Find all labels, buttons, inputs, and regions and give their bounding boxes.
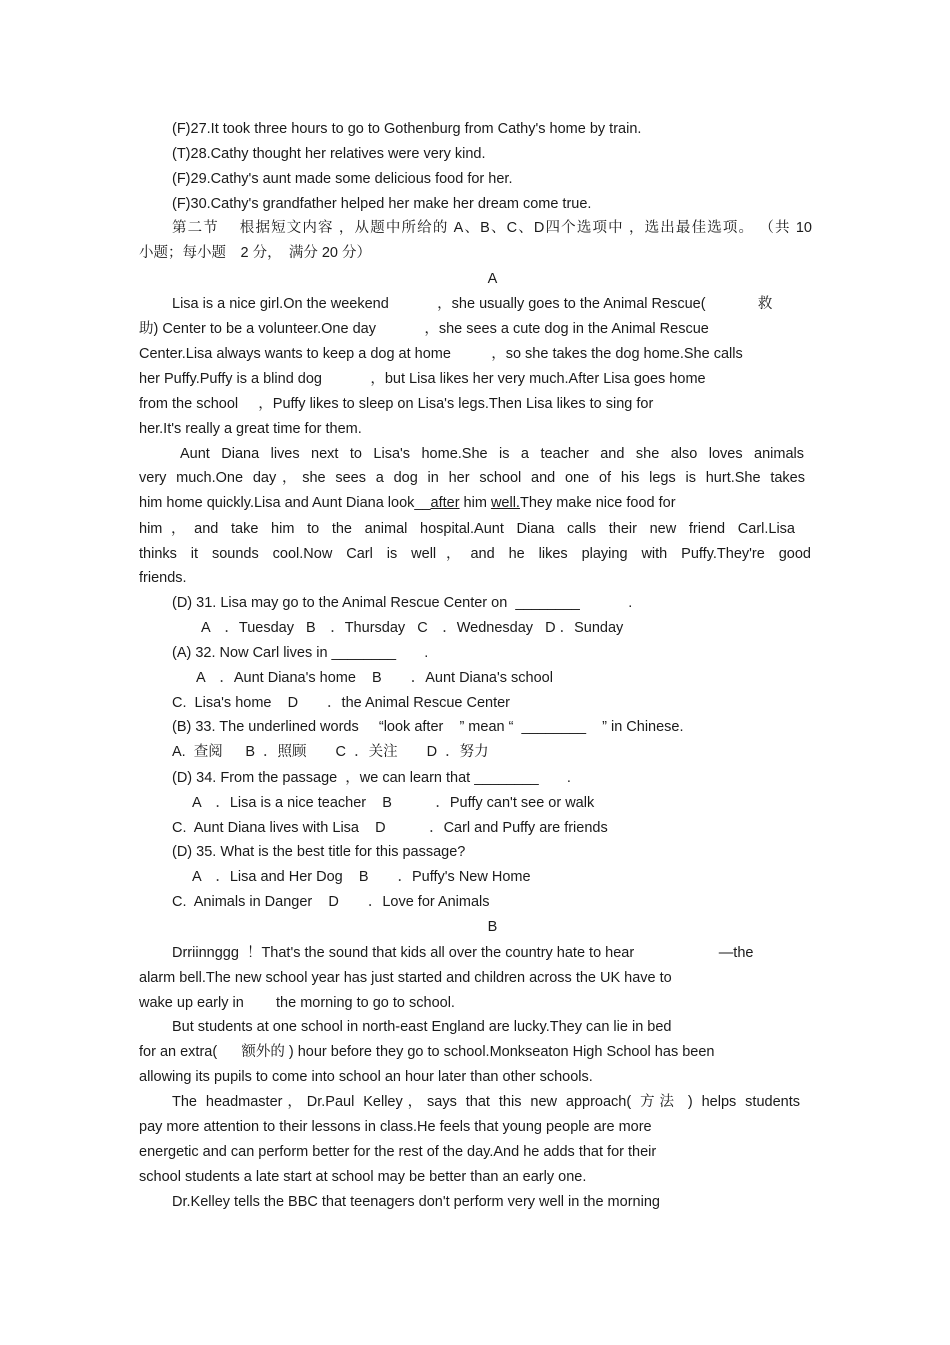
answer-29: (F)29.Cathy's aunt made some delicious food for her. <box>172 171 513 187</box>
passage-a-line: from the school ，Puffy likes to sleep on Lisa's legs.Then Lisa likes to sing for <box>139 396 654 412</box>
passage-b-line: for an extra( 额外的 ) hour before they go to school.Monkseaton High School has been <box>139 1044 715 1060</box>
passage-b-line: Dr.Kelley tells the BBC that teenagers don't perform very well in the morning <box>172 1194 660 1210</box>
text-fragment: him home quickly.Lisa and Aunt Diana look__ <box>139 495 431 511</box>
underlined-words: well. <box>490 495 520 511</box>
passage-a-line: her Puffy.Puffy is a blind dog ，but Lisa likes her very much.After Lisa goes home <box>139 371 706 387</box>
passage-b-line: pay more attention to their lessons in class.He feels that young people are more <box>139 1119 652 1135</box>
passage-a-line: her.It's really a great time for them. <box>139 421 362 437</box>
passage-b-line: But students at one school in north-east England are lucky.They can lie in bed <box>172 1019 672 1035</box>
question-35-options: A ．Lisa and Her Dog B ．Puffy's New Home <box>192 869 531 885</box>
underlined-words: after <box>430 495 460 511</box>
question-32: (A) 32. Now Carl lives in ________ . <box>172 645 429 661</box>
question-31-options: A ．Tuesday B ．Thursday C ．Wednesday D ．Sunday <box>201 620 624 636</box>
passage-a-line: Center.Lisa always wants to keep a dog at home ，so she takes the dog home.She calls <box>139 346 743 362</box>
text-fragment: They make nice food for <box>519 495 676 511</box>
question-33: (B) 33. The underlined words “look after ” mean “ ________ ” in Chinese. <box>172 719 684 735</box>
passage-a-line: friends. <box>139 570 187 586</box>
passage-b-line: alarm bell.The new school year has just started and children across the UK have to <box>139 970 672 986</box>
passage-a-line: him，and take him to the animal hospital.Aunt Diana calls their new friend Carl.Lisa <box>139 521 795 537</box>
question-31: (D) 31. Lisa may go to the Animal Rescue Center on ________ . <box>172 595 633 611</box>
passage-a-line: Lisa is a nice girl.On the weekend ，she usually goes to the Animal Rescue( 救 <box>172 296 773 312</box>
question-35: (D) 35. What is the best title for this passage? <box>172 844 466 860</box>
question-32-options: C. Lisa's home D ．the Animal Rescue Center <box>172 695 511 711</box>
question-32-options: A ．Aunt Diana's home B ．Aunt Diana's school <box>196 670 553 686</box>
passage-b-line: The headmaster，Dr.Paul Kelley，says that this new approach( 方法 ) helps students <box>172 1094 800 1110</box>
question-33-options: A. 查阅 B ．照顾 C ．关注 D ．努力 <box>172 744 489 760</box>
passage-b-line: Drriinnggg ！That's the sound that kids all over the country hate to hear —the <box>172 945 754 961</box>
answer-28: (T)28.Cathy thought her relatives were very kind. <box>172 146 486 162</box>
passage-b-line: allowing its pupils to come into school an hour later than other schools. <box>139 1069 593 1085</box>
passage-b-line: wake up early in the morning to go to school. <box>139 995 455 1011</box>
passage-b-line: energetic and can perform better for the rest of the day.And he adds that for their <box>139 1144 657 1160</box>
passage-a-heading: A <box>487 271 498 287</box>
passage-a-line-underlined <box>139 494 676 512</box>
passage-a-line: 助) Center to be a volunteer.One day ，she sees a cute dog in the Animal Rescue <box>139 321 709 337</box>
question-34-options: C. Aunt Diana lives with Lisa D ．Carl and Puffy are friends <box>172 820 608 836</box>
passage-a-line: very much.One day，she sees a dog in her school and one of his legs is hurt.She takes <box>139 470 805 486</box>
passage-b-line: school students a late start at school may be better than an early one. <box>139 1169 587 1185</box>
text-fragment: him <box>459 495 491 511</box>
section-instructions: 第二节 根据短文内容 ，从题中所给的 A、B、C、D四个选项中 ，选出最佳选项。 （共 10 <box>172 220 812 236</box>
section-instructions-cont: 小题；每小题 2 分， 满分 20 分） <box>139 245 372 261</box>
answer-27: (F)27.It took three hours to go to Gothenburg from Cathy's home by train. <box>172 121 642 137</box>
passage-a-line: Aunt Diana lives next to Lisa's home.She is a teacher and she also loves animals <box>180 446 804 462</box>
passage-b-heading: B <box>487 919 498 935</box>
question-35-options: C. Animals in Danger D ．Love for Animals <box>172 894 490 910</box>
answer-30: (F)30.Cathy's grandfather helped her make her dream come true. <box>172 196 592 212</box>
question-34: (D) 34. From the passage ，we can learn that ________ . <box>172 770 571 786</box>
question-34-options: A ．Lisa is a nice teacher B ．Puffy can't see or walk <box>192 795 595 811</box>
passage-a-line: thinks it sounds cool.Now Carl is well，and he likes playing with Puffy.They're good <box>139 546 811 562</box>
